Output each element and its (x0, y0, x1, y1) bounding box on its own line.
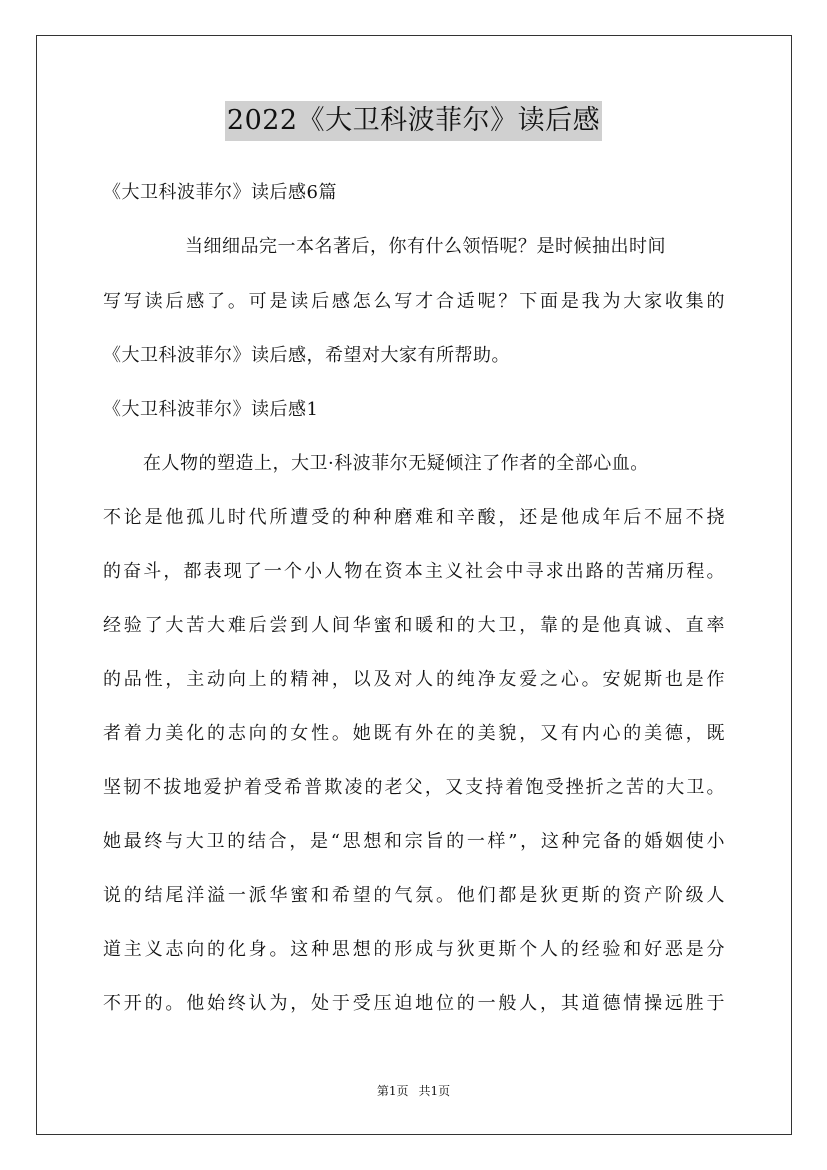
paragraph-line: 经验了大苦大难后尝到人间华蜜和暖和的大卫，靠的是他真诚、直率 (103, 615, 725, 636)
paragraph-line: 当细细品完一本名著后，你有什么领悟呢？是时候抽出时间 (185, 236, 666, 257)
paragraph-line: 坚韧不拔地爱护着受希普欺凌的老父，又支持着饱受挫折之苦的大卫。 (103, 777, 725, 798)
page-footer (0, 1083, 827, 1099)
paragraph-line: 的品性，主动向上的精神，以及对人的纯净友爱之心。安妮斯也是作 (103, 669, 725, 690)
paragraph-line: 道主义志向的化身。这种思想的形成与狄更斯个人的经验和好恶是分 (103, 939, 725, 960)
document-title: 2022《大卫科波菲尔》读后感 (225, 101, 602, 141)
page-total: 共1页 (418, 1084, 451, 1098)
paragraph-line: 说的结尾洋溢一派华蜜和希望的气氛。他们都是狄更斯的资产阶级人 (103, 885, 725, 906)
subtitle-line: 《大卫科波菲尔》读后感6篇 (103, 182, 337, 203)
paragraph-line: 写写读后感了。可是读后感怎么写才合适呢？下面是我为大家收集的 (103, 291, 725, 312)
paragraph-line: 《大卫科波菲尔》读后感，希望对大家有所帮助。 (103, 345, 510, 366)
paragraph-line: 的奋斗，都表现了一个小人物在资本主义社会中寻求出路的苦痛历程。 (103, 561, 725, 582)
paragraph-line: 不开的。他始终认为，处于受压迫地位的一般人，其道德情操远胜于 (103, 993, 725, 1014)
paragraph-line: 不论是他孤儿时代所遭受的种种磨难和辛酸，还是他成年后不屈不挠 (103, 507, 725, 528)
paragraph-line: 在人物的塑造上，大卫·科波菲尔无疑倾注了作者的全部心血。 (143, 453, 649, 474)
section-heading: 《大卫科波菲尔》读后感1 (103, 399, 319, 420)
page-number: 第1页 (376, 1084, 409, 1098)
title-container (0, 101, 827, 141)
paragraph-line: 她最终与大卫的结合，是“思想和宗旨的一样”，这种完备的婚姻使小 (103, 831, 725, 852)
paragraph-line: 者着力美化的志向的女性。她既有外在的美貌，又有内心的美德，既 (103, 723, 725, 744)
